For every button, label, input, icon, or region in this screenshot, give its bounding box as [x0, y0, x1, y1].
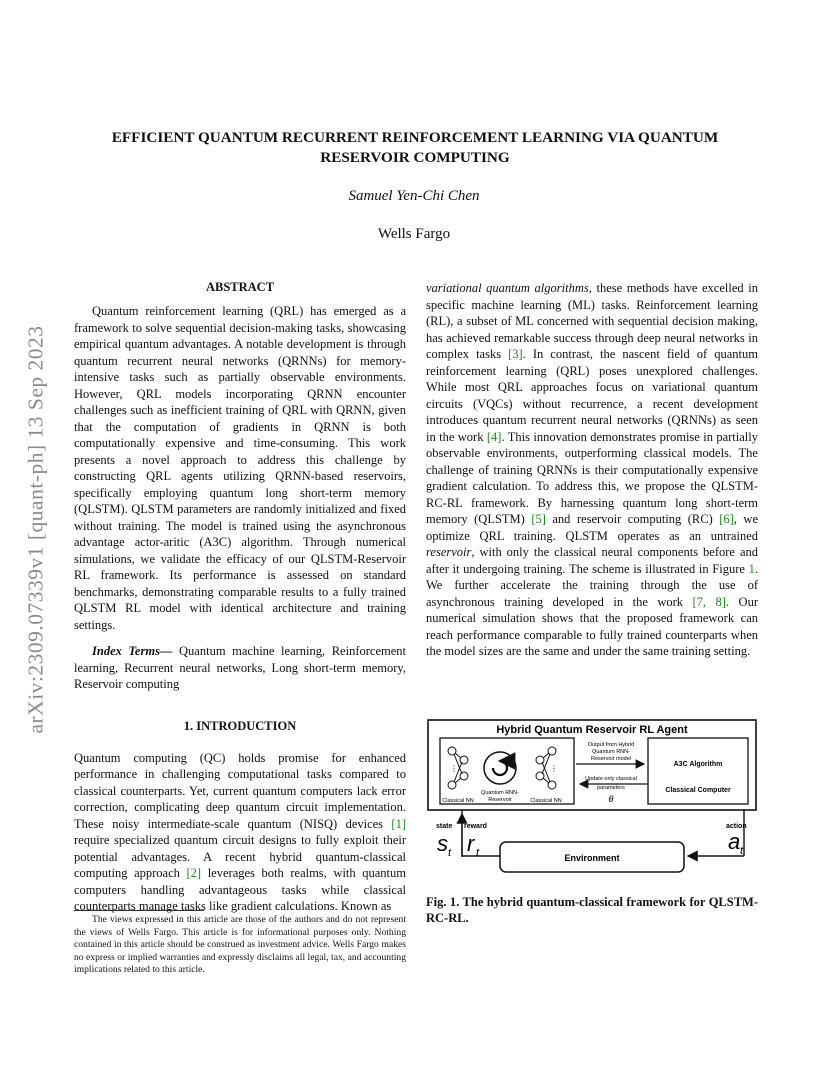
citation-link[interactable]: [3]	[508, 347, 523, 361]
classical-nn-left-label: Classical NN	[442, 798, 474, 804]
figure-caption	[426, 894, 758, 926]
a3c-label: A3C Algorithm	[673, 761, 723, 768]
classical-computer-label: Classical Computer	[665, 787, 731, 794]
arxiv-stamp	[24, 262, 48, 797]
quantum-reservoir-label-2: Reservoir	[488, 797, 512, 803]
agent-title: Hybrid Quantum Reservoir RL Agent	[496, 724, 688, 736]
citation-link[interactable]: [6]	[719, 512, 734, 526]
state-symbol: s	[437, 831, 448, 856]
introduction-paragraph-1: Quantum computing (QC) holds promise for enhanced performance in challenging computational tasks compared to classical counterparts. Yet, current quantum computers lack error correction, complicating deep quantum circuit implementation. These noisy intermediate-scale quantum (NISQ) devices [1] require specialized quantum circuit designs to fully exploit their potential advantages. A recent hybrid quantum-classical computing approach [2] leverages both realms, with quantum computers handling advantageous tasks while classical counterparts manage tasks like gradient calculations. Known as	[74, 750, 407, 913]
update-label-2: parameters	[597, 785, 625, 791]
introduction-heading: 1. INTRODUCTION	[183, 718, 297, 733]
state-label: state	[436, 823, 453, 830]
output-label-2: Quantum RNN-	[592, 749, 630, 755]
svg-text:⋮: ⋮	[550, 764, 558, 773]
figure-caption-text: . The hybrid quantum-classical framework for QLSTM-RC-RL.	[426, 895, 758, 925]
left-column	[74, 280, 406, 915]
citation-link[interactable]: [4]	[486, 429, 502, 444]
introduction-paragraph-2: variational quantum algorithms, these methods have excelled in specific machine learning (ML) tasks. Reinforcement learning (RL), a subset of ML concerned with sequential decision making, has achieved remarkable success through deep neural networks in complex tasks [3]. In contrast, the nascent field of quantum reinforcement learning (QRL) poses unexplored challenges. While most QRL approaches focus on variational quantum circuits (VQCs) without recurrence, a recent development introduces quantum recurrent neural networks (QRNNs) as seen in the work [4]. This innovation demonstrates promise in partially observable environments, outperforming classical models. The challenge of training QRNNs is their computationally expensive gradient calculation. To address this, we propose the QLSTM-RC-RL framework. By harnessing quantum long short-term memory (QLSTM) [5] and reservoir computing (RC) [6], we optimize QRL training. QLSTM operates as an untrained reservoir, with only the classical neural components before and after it undergoing training. The scheme is illustrated in Figure 1. We further accelerate the training through the use of asynchronous training developed in the work [7, 8]. Our numerical simulation shows that the proposed framework can reach performance comparable to fully trained counterparts when the model sizes are the same and under the same training setting.	[426, 281, 758, 658]
footnote: The views expressed in this article are those of the authors and do not represent the views of Wells Fargo. This article is for informational purposes only. Nothing contained in this article should be construed as investment advice. Wells Fargo makes no express or implied warranties and expressly disclaims all legal, tax, and accounting implications related to this article.	[74, 914, 406, 975]
arxiv-identifier: arXiv:2309.07339v1 [quant-ph] 13 Sep 2023	[23, 325, 48, 734]
quantum-reservoir-icon	[484, 752, 516, 784]
paper-title: EFFICIENT QUANTUM RECURRENT REINFORCEMENT LEARNING VIA QUANTUM RESERVOIR COMPUTING	[111, 129, 719, 166]
svg-text:t: t	[448, 847, 452, 859]
environment-label: Environment	[564, 853, 620, 863]
index-terms-body: Quantum machine learning, Reinforcement learning, Recurrent neural networks, Long short-term memory, Reservoir computing	[74, 644, 406, 691]
action-symbol: a	[728, 829, 741, 854]
classical-nn-right-label: Classical NN	[530, 798, 562, 804]
svg-text:⋮: ⋮	[450, 764, 458, 773]
framework-diagram	[426, 716, 758, 884]
author-affiliation: Wells Fargo	[377, 226, 451, 242]
svg-text:t: t	[476, 847, 480, 859]
citation-link[interactable]: [2]	[186, 866, 202, 880]
figure-link[interactable]: 1	[748, 561, 755, 576]
figure-1	[426, 716, 758, 884]
reward-symbol: r	[467, 831, 475, 856]
right-column	[426, 280, 758, 660]
quantum-reservoir-label-1: Quantum RNN-	[481, 790, 519, 796]
svg-text:t: t	[740, 845, 744, 857]
figure-caption-label: Fig. 1	[426, 895, 457, 909]
output-label-1: Output from Hybrid	[587, 742, 635, 748]
theta-symbol: θ	[608, 794, 614, 804]
citation-link[interactable]: [7, 8]	[692, 594, 726, 609]
footnote-divider	[74, 910, 204, 911]
abstract-heading: ABSTRACT	[205, 280, 275, 294]
reward-label: reward	[464, 823, 487, 830]
citation-link[interactable]: [1]	[391, 816, 406, 831]
index-terms	[74, 643, 406, 693]
update-label-1: Update only classical	[585, 776, 637, 782]
index-terms-label: Index Terms—	[92, 644, 173, 658]
author-name: Samuel Yen-Chi Chen	[348, 188, 480, 204]
abstract-body: Quantum reinforcement learning (QRL) has emerged as a framework to solve sequential decision-making tasks, showcasing empirical quantum advantages. A notable development is through quantum recurrent neural networks (QRNNs) for memory-intensive tasks such as partially observable environments. However, QRL models incorporating QRNN encounter challenges such as inefficient training of QRL with QRNN, given that the computation of gradients in QRNN is both computationally expensive and time-consuming. This work presents a novel approach to address this challenge by constructing QRL agents utilizing QRNN-based reservoirs, specifically employing quantum long short-term memory (QLSTM). QLSTM parameters are randomly initialized and fixed without training. The model is trained using the asynchronous advantage actor-aritic (A3C) algorithm. Through numerical simulations, we validate the efficacy of our QLSTM-Reservoir RL framework. Its performance is assessed on standard benchmarks, demonstrating comparable results to a fully trained QLSTM RL model with identical architecture and training settings.	[74, 304, 406, 632]
classical-computer-box	[648, 738, 748, 804]
action-label: action	[726, 823, 747, 830]
citation-link[interactable]: [5]	[531, 512, 546, 526]
output-label-3: Reservoir model	[590, 756, 632, 762]
